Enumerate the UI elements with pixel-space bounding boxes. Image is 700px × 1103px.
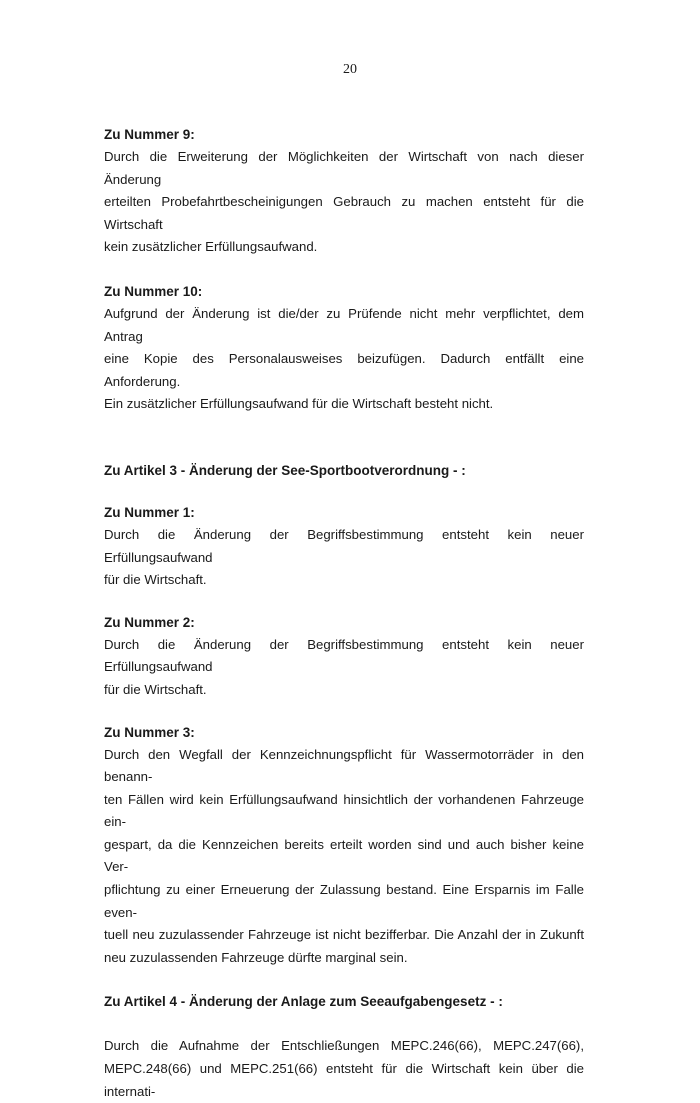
paragraph-line: ten Fällen wird kein Erfüllungsaufwand hinsichtlich der vorhandenen Fahrzeuge ein-: [104, 791, 584, 830]
section-heading: Zu Nummer 2:: [104, 614, 195, 630]
document-body: [104, 124, 584, 1103]
page-number: 20: [343, 62, 357, 77]
section-heading: Zu Nummer 9:: [104, 127, 195, 142]
section-nummer-1: [104, 502, 584, 592]
paragraph-line: kein zusätzlicher Erfüllungsaufwand.: [104, 239, 318, 255]
paragraph-line: tuell neu zuzulassender Fahrzeuge ist nicht bezifferbar. Die Anzahl der in Zukunft: [104, 927, 584, 943]
section-paragraph: [104, 524, 584, 592]
section-paragraph: [104, 634, 584, 702]
section-nummer-2: [104, 612, 584, 702]
section-nummer-9: [104, 124, 584, 259]
section-heading: Zu Nummer 1:: [104, 504, 195, 520]
paragraph-line: für die Wirtschaft.: [104, 681, 207, 697]
paragraph-line: gespart, da die Kennzeichen bereits erteilt worden sind und auch bisher keine Ver-: [104, 836, 584, 875]
section-artikel-4: [104, 991, 584, 1013]
section-artikel-3: [104, 460, 584, 482]
paragraph-line: Durch den Wegfall der Kennzeichnungspflicht für Wassermotorräder in den benann-: [104, 746, 584, 785]
paragraph-line: Aufgrund der Änderung ist die/der zu Prüfende nicht mehr verpflichtet, dem Antrag: [104, 305, 584, 344]
section-nummer-3: [104, 722, 584, 970]
article-heading: Zu Artikel 3 - Änderung der See-Sportbootverordnung - :: [104, 462, 466, 478]
paragraph-line: erteilten Probefahrtbescheinigungen Gebrauch zu machen entsteht für die Wirtschaft: [104, 194, 584, 232]
paragraph-line: eine Kopie des Personalausweises beizufügen. Dadurch entfällt eine Anforderung.: [104, 351, 584, 389]
paragraph-line: Durch die Aufnahme der Entschließungen MEPC.246(66), MEPC.247(66),: [104, 1038, 584, 1054]
paragraph-line: Durch die Erweiterung der Möglichkeiten der Wirtschaft von nach dieser Änderung: [104, 149, 584, 187]
paragraph-line: Durch die Änderung der Begriffsbestimmung entsteht kein neuer Erfüllungsaufwand: [104, 636, 584, 675]
section-nummer-10: [104, 281, 584, 416]
section-paragraph: [104, 303, 584, 416]
paragraph-line: Ein zusätzlicher Erfüllungsaufwand für die Wirtschaft besteht nicht.: [104, 396, 494, 412]
section-artikel-4-text: [104, 1035, 584, 1103]
section-paragraph: [104, 146, 584, 259]
section-heading: Zu Nummer 3:: [104, 724, 195, 740]
paragraph-line: für die Wirtschaft.: [104, 572, 207, 588]
section-paragraph: [104, 1035, 584, 1103]
article-heading: Zu Artikel 4 - Änderung der Anlage zum Seeaufgabengesetz - :: [104, 994, 503, 1010]
paragraph-line: neu zuzulassenden Fahrzeuge dürfte marginal sein.: [104, 949, 408, 965]
paragraph-line: pflichtung zu einer Erneuerung der Zulassung bestand. Eine Ersparnis im Falle even-: [104, 882, 584, 920]
paragraph-line: MEPC.248(66) und MEPC.251(66) entsteht für die Wirtschaft kein über die internati-: [104, 1061, 584, 1099]
section-heading: Zu Nummer 10:: [104, 283, 203, 299]
paragraph-line: Durch die Änderung der Begriffsbestimmung entsteht kein neuer Erfüllungsaufwand: [104, 526, 584, 565]
section-paragraph: [104, 744, 584, 970]
